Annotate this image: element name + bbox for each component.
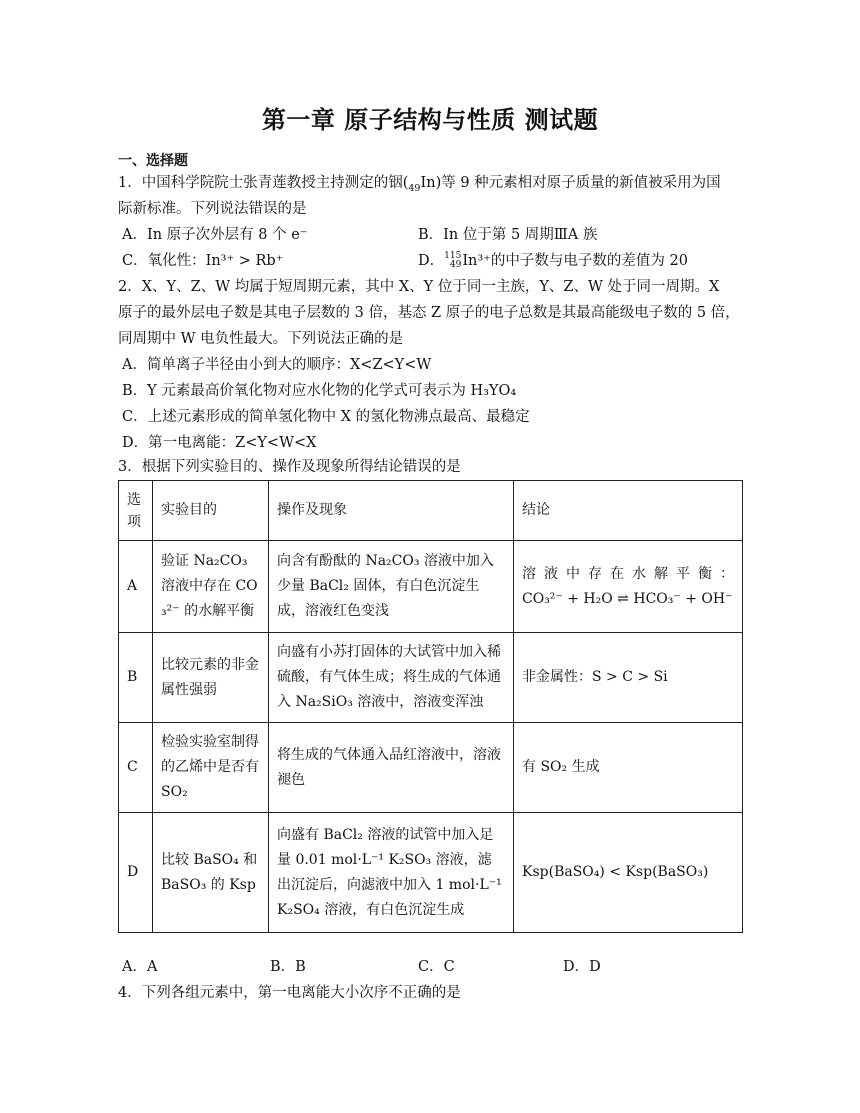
- q4-stem: 4．下列各组元素中，第一电离能大小次序不正确的是: [118, 985, 461, 1001]
- isotope-mass-number: 115: [444, 251, 462, 261]
- q3-table: [118, 480, 743, 933]
- header-option: 选项: [119, 481, 153, 541]
- row-conclusion: 非金属性：S > C > Si: [514, 633, 743, 723]
- page-title: 第一章 原子结构与性质 测试题: [261, 106, 599, 134]
- header-goal: 实验目的: [153, 481, 269, 541]
- q2-stem-line3: 同周期中 W 电负性最大。下列说法正确的是: [118, 331, 404, 347]
- row-option: C: [119, 723, 153, 813]
- q1-stem-text-b: )等 9 种元素相对原子质量的新值被采用为国: [435, 175, 721, 191]
- row-operation: 向盛有 BaCl₂ 溶液的试管中加入足量 0.01 mol·L⁻¹ K₂SO₃ 溶液，滤出沉淀后，向滤液中加入 1 mol·L⁻¹ K₂SO₄ 溶液，有白色沉淀生成: [269, 813, 514, 933]
- q1-stem-line1: [118, 174, 744, 192]
- q1-option-d-label: D．: [418, 253, 445, 269]
- q1-option-c-formula: In³⁺ > Rb⁺: [205, 253, 284, 269]
- q3-choice-c: C．C: [418, 959, 455, 975]
- row-operation: 向含有酚酞的 Na₂CO₃ 溶液中加入少量 BaCl₂ 固体，有白色沉淀生成，溶液红色变浅: [269, 541, 514, 633]
- q1-option-d: [418, 252, 688, 270]
- q1-stem-line2: 际新标准。下列说法错误的是: [118, 201, 307, 217]
- q3-choice-b: B．B: [270, 959, 306, 975]
- q3-choice-d: D．D: [563, 959, 601, 975]
- row-option: D: [119, 813, 153, 933]
- table-header-row: [119, 481, 743, 541]
- row-conclusion: Ksp(BaSO₄) < Ksp(BaSO₃): [514, 813, 743, 933]
- header-operation: 操作及现象: [269, 481, 514, 541]
- q2-option-b: [122, 382, 516, 400]
- q1-option-d-isotope: [444, 252, 461, 270]
- q2-stem-line1: 2．X、Y、Z、W 均属于短周期元素，其中 X、Y 位于同一主族，Y、Z、W 处于同一周期。X: [118, 279, 720, 295]
- q2-option-b-formula: H₃YO₄: [470, 383, 517, 399]
- row-goal: 检验实验室制得的乙烯中是否有 SO₂: [153, 723, 269, 813]
- q1-atomic-number: 49: [408, 182, 421, 194]
- row-operation: 向盛有小苏打固体的大试管中加入稀硫酸，有气体生成；将生成的气体通入 Na₂SiO₃ 溶液中，溶液变浑浊: [269, 633, 514, 723]
- q2-option-b-text: B．Y 元素最高价氧化物对应水化物的化学式可表示为: [122, 383, 471, 399]
- row-goal: 比较 BaSO₄ 和 BaSO₃ 的 Ksp: [153, 813, 269, 933]
- isotope-atomic-number: 49: [449, 260, 462, 270]
- row-conclusion-equation: CO₃²⁻ + H₂O ⇌ HCO₃⁻ + OH⁻: [522, 590, 733, 607]
- row-operation: 将生成的气体通入品红溶液中，溶液褪色: [269, 723, 514, 813]
- q2-option-a: A．简单离子半径由小到大的顺序：X<Z<Y<W: [122, 357, 432, 373]
- q3-stem: 3．根据下列实验目的、操作及现象所得结论错误的是: [118, 459, 461, 475]
- row-goal: 比较元素的非金属性强弱: [153, 633, 269, 723]
- row-conclusion: 有 SO₂ 生成: [514, 723, 743, 813]
- q1-stem-text-a: 1．中国科学院院士张青莲教授主持测定的铟(: [118, 175, 409, 191]
- q1-option-c-label: C．氧化性：: [122, 253, 206, 269]
- q2-option-c: C．上述元素形成的简单氢化物中 X 的氢化物沸点最高、最稳定: [122, 409, 530, 425]
- q1-element: In: [420, 175, 436, 191]
- q2-stem-line2: 原子的最外层电子数是其电子层数的 3 倍，基态 Z 原子的电子总数是其最高能级电子数的 5 倍，: [118, 305, 740, 321]
- q1-option-c: [122, 252, 283, 270]
- section-heading: 一、选择题: [118, 153, 188, 169]
- row-conclusion: [514, 541, 743, 633]
- row-conclusion-text: 溶液中存在水解平衡：: [522, 565, 734, 582]
- table-row: [119, 723, 743, 813]
- table-row: [119, 633, 743, 723]
- row-goal: 验证 Na₂CO₃ 溶液中存在 CO₃²⁻ 的水解平衡: [153, 541, 269, 633]
- q2-option-d: D．第一电离能：Z<Y<W<X: [122, 435, 317, 451]
- row-option: B: [119, 633, 153, 723]
- q1-option-a: A．In 原子次外层有 8 个 e⁻: [122, 227, 308, 243]
- q3-choice-a: A．A: [122, 959, 158, 975]
- header-conclusion: 结论: [514, 481, 743, 541]
- table-row: [119, 813, 743, 933]
- row-option: A: [119, 541, 153, 633]
- q1-option-d-text: In³⁺的中子数与电子数的差值为 20: [462, 253, 688, 269]
- q1-option-b: B．In 位于第 5 周期ⅢA 族: [418, 227, 598, 243]
- table-row: [119, 541, 743, 633]
